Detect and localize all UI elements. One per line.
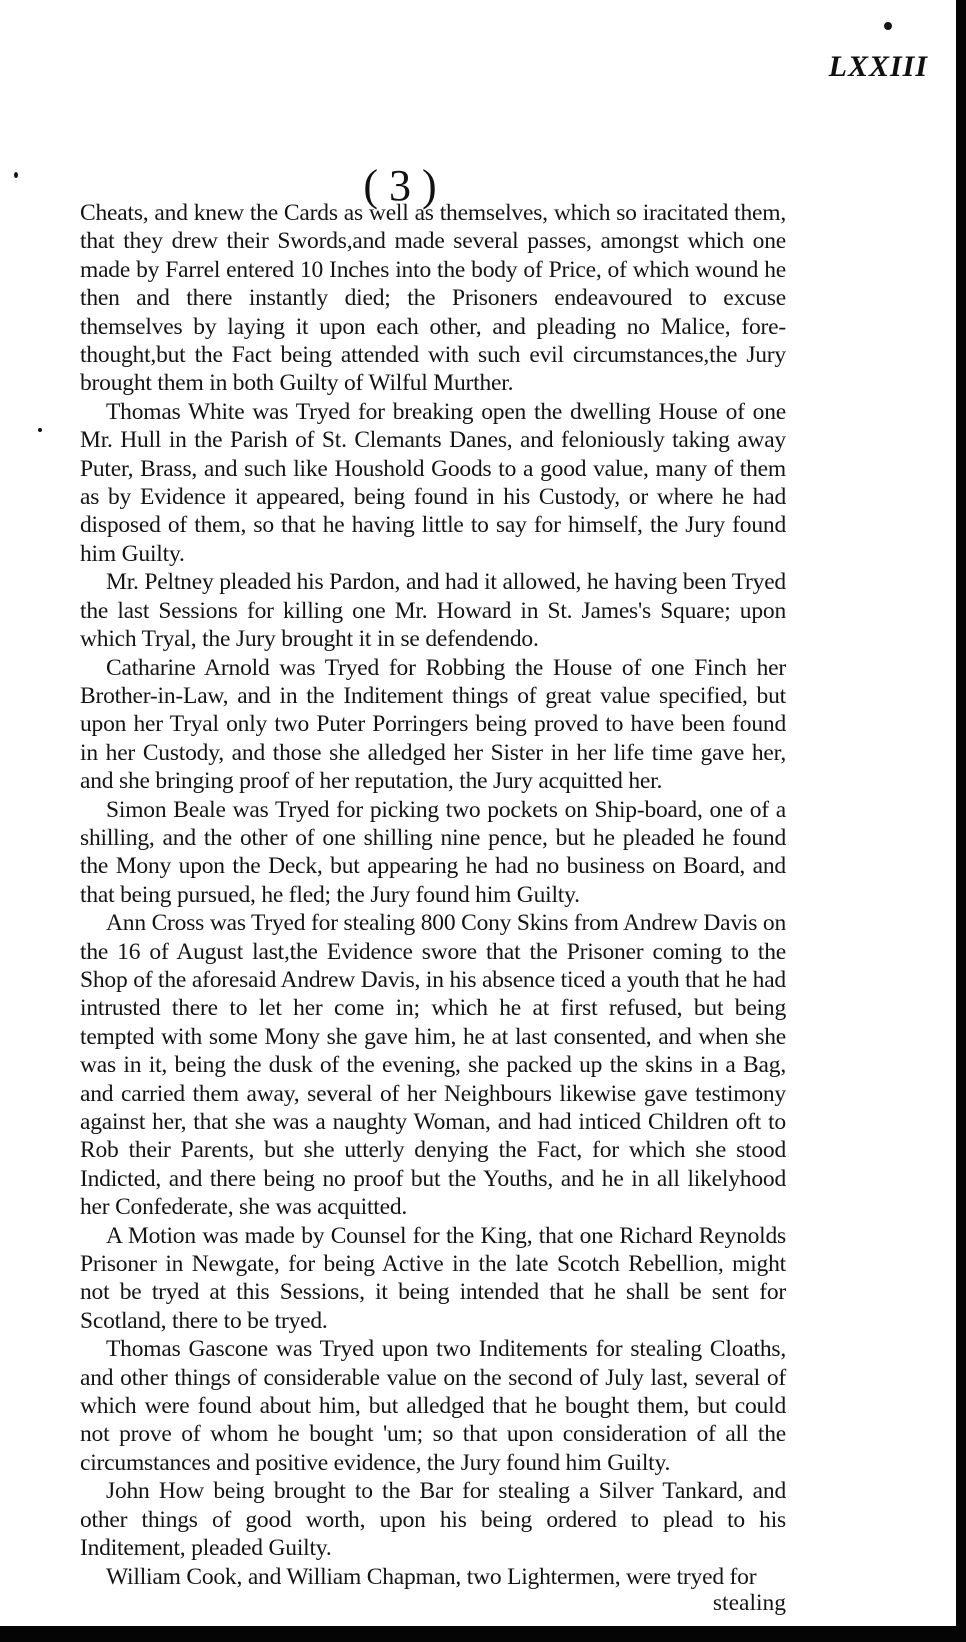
catchword: stealing <box>712 1590 786 1616</box>
scan-border-right <box>956 0 966 1642</box>
paragraph: Catharine Arnold was Tryed for Robbing the House of one Finch her Brother-in-Law, and in the Inditement things of great value specified, but upon her Tryal only two Puter Porringers being proved to have been found in her Custody, and those she alledged her Sister in her life time gave her, and she bringing proof of her reputation, the Jury acquitted her. <box>80 654 786 795</box>
ink-speck <box>38 428 42 432</box>
paragraph: Thomas White was Tryed for breaking open the dwelling House of one Mr. Hull in the Parish of St. Clemants Danes, and feloniously taking away Puter, Brass, and such like Houshold Goods to a good value, many of them as by Evidence it appeared, being found in his Custody, or where he had disposed of them, so that he having little to say for himself, the Jury found him Guilty. <box>80 398 786 567</box>
paragraph: Ann Cross was Tryed for stealing 800 Cony Skins from Andrew Davis on the 16 of August last,the Evidence swore that the Prisoner coming to the Shop of the aforesaid Andrew Davis, in his absence ticed a youth that he had intrusted there to let her come in; which he at first refused, but being tempted with some Mony she gave him, he at last consented, and when she was in it, being the dusk of the evening, she packed up the skins in a Bag, and carried them away, several of her Neighbours likewise gave testimony against her, that she was a naughty Woman, and had inticed Children oft to Rob their Parents, but she utterly denying the Fact, for which she stood Indicted, and there being no proof but the Youths, and he in all likelyhood her Confederate, she was acquitted. <box>80 910 786 1221</box>
paragraph: John How being brought to the Bar for stealing a Silver Tankard, and other things of good worth, upon his being ordered to plead to his Inditement, pleaded Guilty. <box>80 1478 786 1562</box>
scan-border-bottom <box>0 1626 966 1642</box>
page-number: ( 3 ) <box>363 161 437 210</box>
paragraph: William Cook, and William Chapman, two Lightermen, were tryed for <box>106 1563 757 1590</box>
paragraph: Mr. Peltney pleaded his Pardon, and had it allowed, he having been Tryed the last Sessions for killing one Mr. Howard in St. James's Square; upon which Tryal, the Jury brought it in se defendendo. <box>80 569 786 653</box>
folio-number: LXXIII <box>828 50 928 83</box>
paragraph: Cheats, and knew the Cards as well as themselves, which so iracitated them, that they drew their Swords,and made several passes, amongst which one made by Farrel entered 10 Inches into the body of Price, of which wound he then and there instantly died; the Prisoners endeavoured to excuse themselves by laying it upon each other, and pleading no Malice, fore-thought,but the Fact being attended with such evil circumstances,the Jury brought them in both Guilty of Wilful Murther. <box>80 200 786 397</box>
paragraph: A Motion was made by Counsel for the King, that one Richard Reynolds Prisoner in Newgate, for being Active in the late Scotch Rebellion, might not be tryed at this Sessions, it being intended that he shall be sent for Scotland, there to be tryed. <box>80 1222 786 1334</box>
document-body <box>80 199 786 1591</box>
paragraph: Simon Beale was Tryed for picking two pockets on Ship-board, one of a shilling, and the other of one shilling nine pence, but he pleaded he found the Mony upon the Deck, but appearing he had no business on Board, and that being pursued, he fled; the Jury found him Guilty. <box>80 796 786 908</box>
ink-dot <box>884 22 892 30</box>
paragraph: Thomas Gascone was Tryed upon two Inditements for stealing Cloaths, and other things of considerable value on the second of July last, several of which were found about him, but alledged that he bought them, but could not prove of whom he bought 'um; so that upon consideration of all the circumstances and positive evidence, the Jury found him Guilty. <box>80 1336 786 1476</box>
